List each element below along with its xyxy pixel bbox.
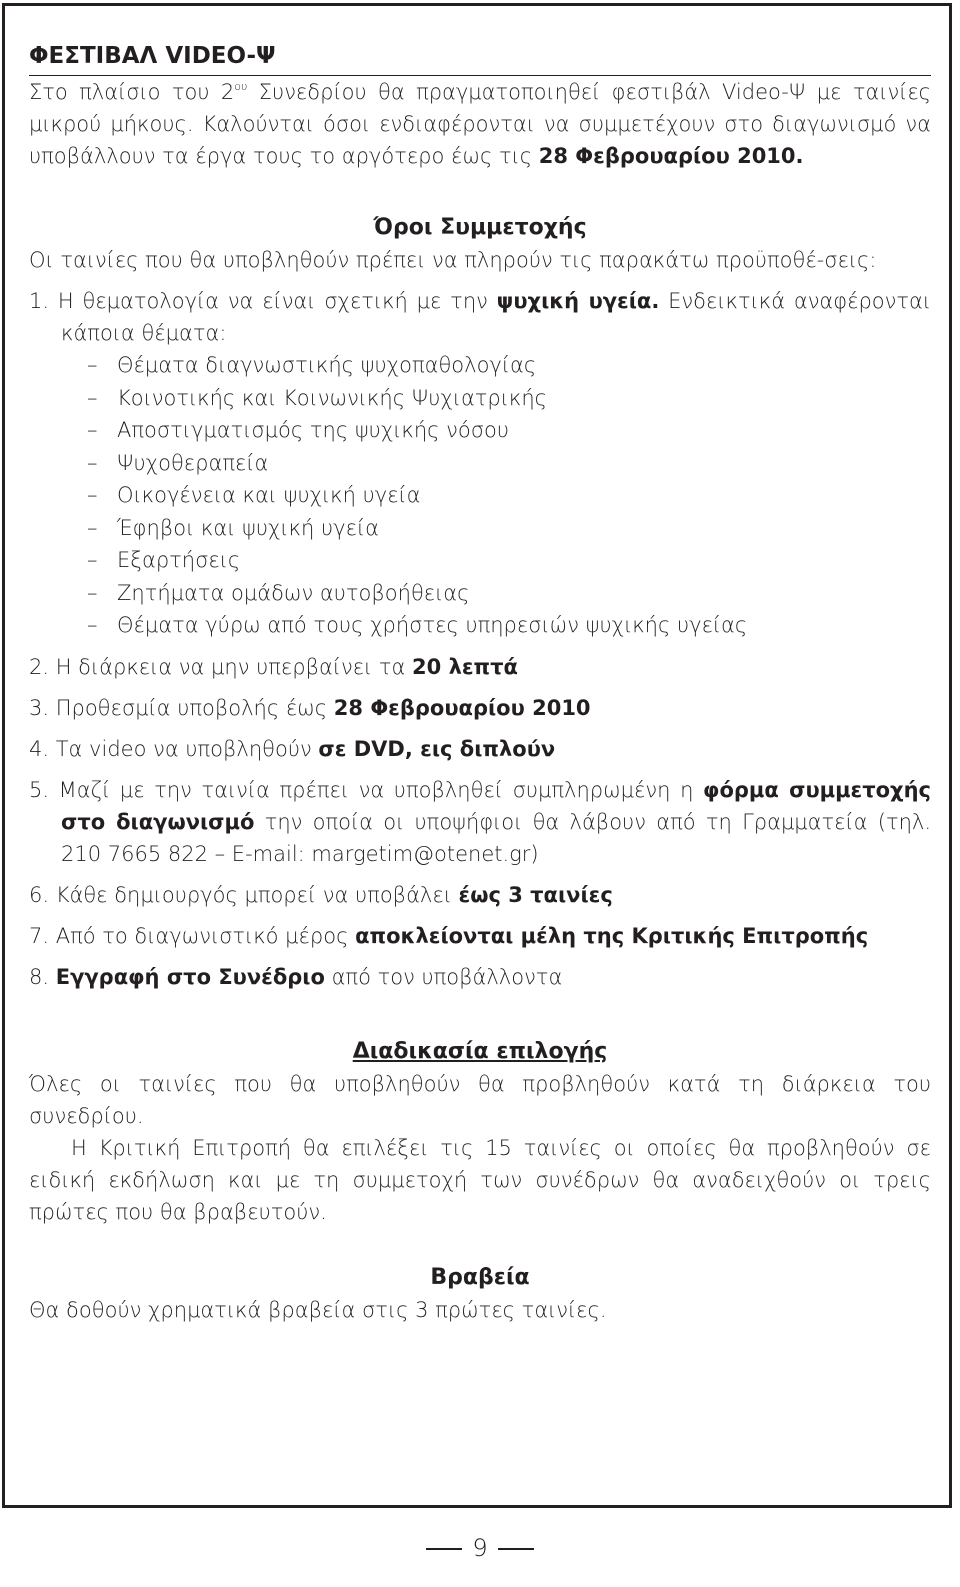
page-number-rule-left <box>426 1548 462 1550</box>
topic-list-wrapper <box>29 349 931 642</box>
term-3-text: 3. Προθεσμία υποβολής έως <box>29 695 334 720</box>
term-4-bold: σε DVD, εις διπλούν <box>318 736 556 761</box>
term-item-5 <box>29 774 931 870</box>
document-title: ΦΕΣΤΙΒΑΛ VIDEO-Ψ <box>29 40 931 76</box>
term-1-text-b: Ενδεικτικά αναφέρονται κάποια θέματα: <box>61 289 931 345</box>
intro-paragraph <box>29 76 931 172</box>
selection-heading: Διαδικασία επιλογής <box>352 1038 608 1064</box>
topic-text: Θέματα διαγνωστικής ψυχοπαθολογίας <box>117 353 537 377</box>
term-5-text-b: την οποία οι υποψήφιοι θα λάβουν από τη Γραμματεία (τηλ. 210 7665 822 – E-mail: margetim@otenet.gr) <box>61 809 932 866</box>
topic-text: Ψυχοθεραπεία <box>117 450 269 475</box>
document-body <box>29 40 931 1326</box>
awards-heading: Βραβεία <box>430 1264 530 1290</box>
topic-text: Ζητήματα ομάδων αυτοβοήθειας <box>117 580 470 605</box>
term-item-2 <box>29 651 931 683</box>
terms-heading: Όροι Συμμετοχής <box>373 215 587 240</box>
page-number-rule-right <box>498 1548 534 1550</box>
term-6-bold: έως 3 ταινίες <box>458 882 613 907</box>
terms-list <box>29 285 931 993</box>
term-2-bold: 20 λεπτά <box>412 654 518 679</box>
topic-text: Κοινοτικής και Κοινωνικής Ψυχιατρικής <box>117 385 547 410</box>
dash-bullet: – <box>87 613 98 637</box>
term-item-6 <box>29 879 931 911</box>
topic-item <box>87 544 931 577</box>
terms-lead: Οι ταινίες που θα υποβληθούν πρέπει να πληρούν τις παρακάτω προϋποθέ-σεις: <box>29 248 877 272</box>
page-number <box>0 1534 960 1562</box>
term-5-text: 5. Μαζί με την ταινία πρέπει να υποβληθεί συμπληρωμένη η <box>29 777 704 802</box>
term-3-bold: 28 Φεβρουαρίου 2010 <box>333 695 591 720</box>
selection-paragraph-2: Η Κριτική Επιτροπή θα επιλέξει τις 15 ταινίες οι οποίες θα προβληθούν σε ειδική εκδήλωση και με τη συμμετοχή των συνέδρων θα αναδειχθούν οι τρεις πρώτες που θα βραβευτούν. <box>29 1135 931 1224</box>
intro-text-b: Συνεδρίου θα πραγματοποιηθεί φεστιβάλ Video-Ψ με ταινίες μικρού μήκους. Καλούνται όσοι ενδιαφέρονται να συμμετέχουν στο διαγωνισμό να υποβάλλουν τα έργα τους το αργότερο έως τις <box>29 80 932 168</box>
dash-bullet: – <box>87 450 98 475</box>
topic-item <box>87 577 931 610</box>
topic-text: Έφηβοι και ψυχική υγεία <box>117 515 379 540</box>
term-4-text: 4. Τα video να υποβληθούν <box>29 736 319 761</box>
topic-text: Θέματα γύρω από τους χρήστες υπηρεσιών ψυχικής υγείας <box>117 613 748 637</box>
term-item-7 <box>29 920 931 952</box>
topic-item <box>87 349 931 382</box>
term-8-text-b: από τον υποβάλλοντα <box>324 964 563 989</box>
topic-item <box>87 479 931 512</box>
topic-item <box>87 382 931 415</box>
term-7-text: 7. Από το διαγωνιστικό μέρος <box>29 923 356 948</box>
term-8-text: 8. <box>29 964 56 989</box>
topic-list <box>29 349 931 642</box>
term-item-8 <box>29 961 931 993</box>
dash-bullet: – <box>87 353 98 377</box>
topic-item <box>87 609 931 642</box>
term-8-bold: Εγγραφή στο Συνέδριο <box>55 964 325 989</box>
term-1-text: 1. Η θεματολογία να είναι σχετική με την <box>29 289 497 313</box>
term-1-bold: ψυχική υγεία. <box>496 289 660 313</box>
topic-item <box>87 447 931 480</box>
term-2-text: 2. Η διάρκεια να μην υπερβαίνει τα <box>29 654 413 679</box>
term-item-4 <box>29 733 931 765</box>
dash-bullet: – <box>87 418 98 442</box>
intro-text-a: Στο πλαίσιο του 2 <box>29 80 235 104</box>
term-5-bold: φόρμα συμμετοχής στο διαγωνισμό <box>61 777 931 834</box>
term-item-3 <box>29 692 931 724</box>
dash-bullet: – <box>87 515 98 540</box>
topic-text: Αποστιγματισμός της ψυχικής νόσου <box>117 418 510 442</box>
term-6-text: 6. Κάθε δημιουργός μπορεί να υποβάλει <box>29 882 459 907</box>
intro-deadline: 28 Φεβρουαρίου 2010. <box>538 144 804 168</box>
dash-bullet: – <box>87 548 98 572</box>
selection-paragraph-1: Όλες οι ταινίες που θα υποβληθούν θα προβληθούν κατά τη διάρκεια του συνεδρίου. <box>29 1071 931 1128</box>
ordinal-superscript: ου <box>234 80 248 93</box>
topic-text: Οικογένεια και ψυχική υγεία <box>117 483 421 507</box>
page-number-value: 9 <box>472 1534 488 1562</box>
dash-bullet: – <box>87 385 98 410</box>
dash-bullet: – <box>87 483 98 507</box>
topic-text: Εξαρτήσεις <box>117 548 241 572</box>
awards-text: Θα δοθούν χρηματικά βραβεία στις 3 πρώτες ταινίες. <box>29 1297 607 1322</box>
term-item-1 <box>29 285 931 349</box>
term-7-bold: αποκλείονται μέλη της Κριτικής Επιτροπής <box>355 923 869 948</box>
topic-item <box>87 512 931 545</box>
topic-item <box>87 414 931 447</box>
dash-bullet: – <box>87 580 98 605</box>
